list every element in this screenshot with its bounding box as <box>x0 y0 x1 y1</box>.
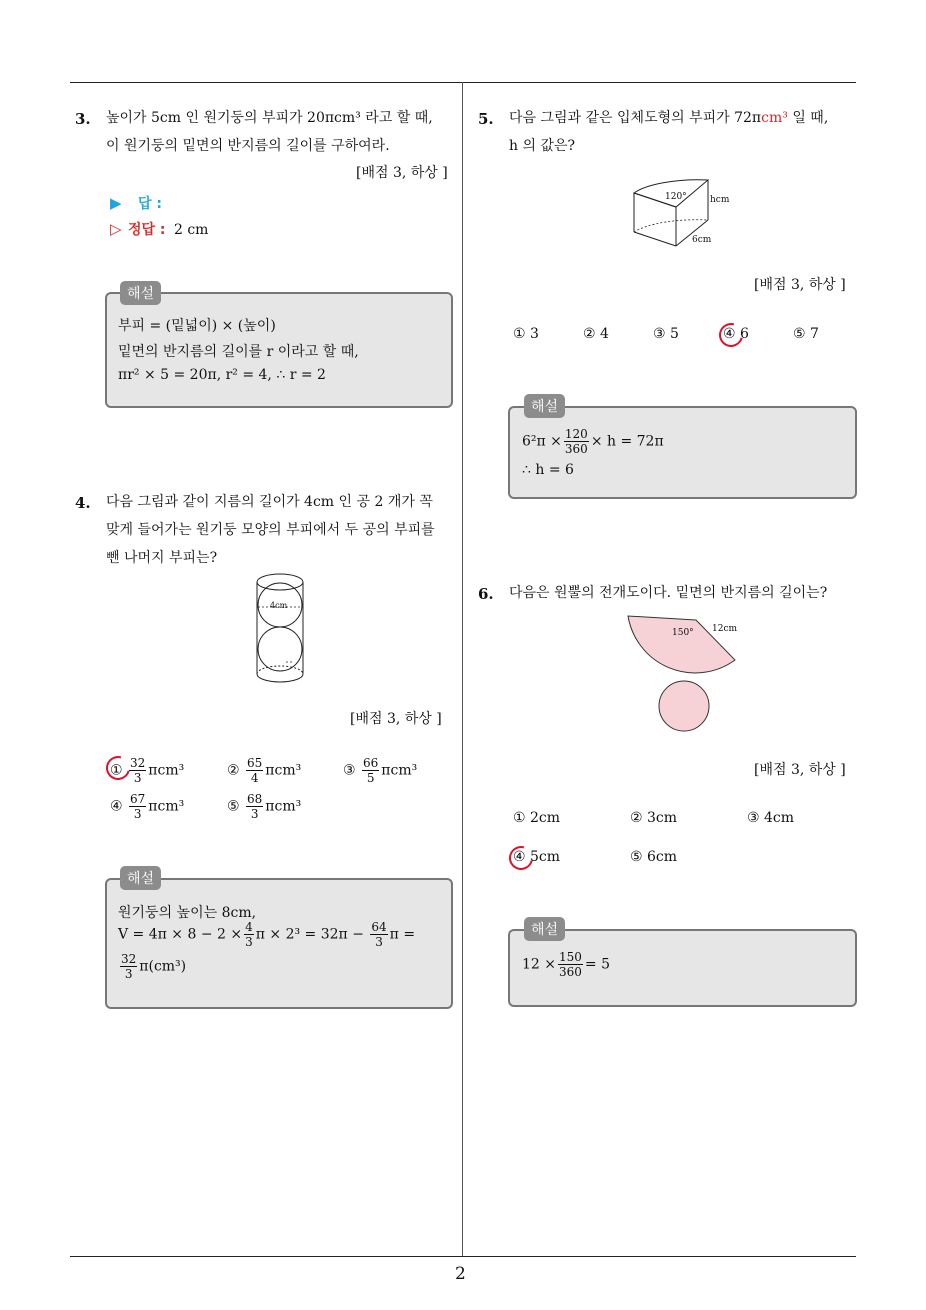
q5-fig-r: 6cm <box>692 235 712 245</box>
q5-expl-line1: 6²π × $\frac{120}{360}$ × h = 72π <box>522 427 664 456</box>
solid-hidden-arc <box>634 220 708 232</box>
q5-choice-5[interactable]: ⑤ 7 <box>793 326 819 342</box>
q4-fig-label: 4cm <box>270 601 288 610</box>
bottom-rule <box>70 1256 856 1257</box>
q5-score: [배점 3, 하상 ] <box>754 277 846 293</box>
choice-fraction: $\frac{65}{4}$ <box>247 756 263 785</box>
q3-text <box>106 104 456 160</box>
q4-cylinder-figure <box>252 570 308 688</box>
q4-expl-line2: V = 4π × 8 − 2 × $\frac{4}{3}$ π × 2³ = 32π − $\frac{64}{3}$ π = <box>118 920 416 949</box>
q5-line2: h 의 값은? <box>509 138 575 154</box>
page-number: 2 <box>455 1264 466 1284</box>
q3-correct-label: 정답 : <box>128 222 166 238</box>
q4-expl-line3: $\frac{32}{3}$ π(cm³) <box>121 952 187 981</box>
q3-number: 3. <box>75 110 91 128</box>
q3-expl-line3: πr² × 5 = 20π, r² = 4, ∴ r = 2 <box>118 367 326 383</box>
cone-base-circle <box>659 681 709 731</box>
q6-number: 6. <box>478 585 494 603</box>
q5-number: 5. <box>478 110 494 128</box>
q6-choice-3[interactable]: ③ 4cm <box>747 810 795 826</box>
q4-choice-3[interactable] <box>343 756 417 785</box>
q5-choice-4[interactable]: ④ 6 <box>723 326 749 342</box>
q3-line1: 높이가 5cm 인 원기둥의 부피가 20πcm³ 라고 할 때, <box>106 110 433 126</box>
q5-choice-2[interactable]: ② 4 <box>583 326 609 342</box>
q4-number: 4. <box>75 494 91 512</box>
q5-choice-1[interactable]: ① 3 <box>513 326 539 342</box>
q3-line2: 이 원기둥의 밑면의 반지름의 길이를 구하여라. <box>106 138 390 154</box>
q4-choice-5[interactable] <box>227 792 301 821</box>
q3-correct-row <box>110 219 208 239</box>
q4-line3: 뺀 나머지 부피는? <box>106 550 218 566</box>
q5-explanation-tag: 해설 <box>524 394 565 418</box>
choice-unit: πcm³ <box>148 762 185 779</box>
q5-choice-3[interactable]: ③ 5 <box>653 326 679 342</box>
q4-text <box>106 488 458 572</box>
q3-score: [배점 3, 하상 ] <box>356 165 448 181</box>
cylinder-bottom-front <box>257 674 303 682</box>
q3-answer-label: 답 : <box>138 196 162 212</box>
q3-expl-line2: 밑면의 반지름의 길이를 r 이라고 할 때, <box>118 344 359 360</box>
q6-selected-mark <box>505 842 538 875</box>
choice-unit: πcm³ <box>381 762 418 779</box>
q5-solid-figure <box>628 160 738 252</box>
choice-fraction: $\frac{66}{5}$ <box>363 756 379 785</box>
q4-choice-4[interactable] <box>110 792 184 821</box>
q4-line2: 맞게 들어가는 원기둥 모양의 부피에서 두 공의 부피를 <box>106 522 435 538</box>
q4-explanation-tag: 해설 <box>120 866 161 890</box>
choice-unit: πcm³ <box>265 798 302 815</box>
q6-text <box>509 579 859 607</box>
cylinder-top-ellipse <box>257 574 303 590</box>
top-rule <box>70 82 856 83</box>
q3-answer-row <box>110 193 162 213</box>
q3-expl-line1: 부피 = (밑넓이) × (높이) <box>118 318 276 334</box>
choice-unit: πcm³ <box>265 762 302 779</box>
q6-choice-2[interactable]: ② 3cm <box>630 810 678 826</box>
q6-choice-5[interactable]: ⑤ 6cm <box>630 849 678 865</box>
q6-choice-4[interactable]: ④ 5cm <box>513 849 561 865</box>
q4-score: [배점 3, 하상 ] <box>350 711 442 727</box>
q3-correct-value: 2 cm <box>173 222 209 238</box>
choice-unit: πcm³ <box>148 798 185 815</box>
q5-selected-mark <box>715 319 748 352</box>
q3-explanation-tag: 해설 <box>120 281 161 305</box>
choice-number: ③ <box>343 762 356 779</box>
q6-expl-line: 12 × $\frac{150}{360}$ = 5 <box>522 950 610 979</box>
choice-number: ⑤ <box>227 798 240 815</box>
q5-line1: 다음 그림과 같은 입체도형의 부피가 72πcm³ 일 때, <box>509 110 829 126</box>
q4-line1: 다음 그림과 같이 지름의 길이가 4cm 인 공 2 개가 꼭 <box>106 494 433 510</box>
q6-fig-len: 12cm <box>712 624 738 634</box>
choice-number: ② <box>227 762 240 779</box>
outline-play-icon: ▷ <box>110 220 122 238</box>
q6-choice-1[interactable]: ① 2cm <box>513 810 561 826</box>
q5-fig-h: hcm <box>710 195 730 205</box>
q6-explanation-tag: 해설 <box>524 917 565 941</box>
q4-expl-line1: 원기둥의 높이는 8cm, <box>118 905 257 921</box>
cylinder-bottom-back <box>257 666 303 674</box>
ball-lower <box>258 627 302 671</box>
choice-number: ① <box>110 762 123 779</box>
play-icon: ▶ <box>110 194 122 212</box>
q5-expl-line2: ∴ h = 6 <box>522 462 574 478</box>
choice-number: ④ <box>110 798 123 815</box>
choice-fraction: $\frac{67}{3}$ <box>130 792 146 821</box>
choice-fraction: $\frac{68}{3}$ <box>247 792 263 821</box>
q6-fig-angle: 150° <box>672 628 694 638</box>
choice-fraction: $\frac{32}{3}$ <box>130 756 146 785</box>
q6-score: [배점 3, 하상 ] <box>754 762 846 778</box>
q5-text <box>509 104 859 160</box>
q6-line1: 다음은 원뿔의 전개도이다. 밑면의 반지름의 길이는? <box>509 585 828 601</box>
column-divider <box>462 82 463 1257</box>
q5-fig-angle: 120° <box>665 192 687 202</box>
solid-bottom-left <box>634 232 676 246</box>
q4-choice-2[interactable] <box>227 756 301 785</box>
